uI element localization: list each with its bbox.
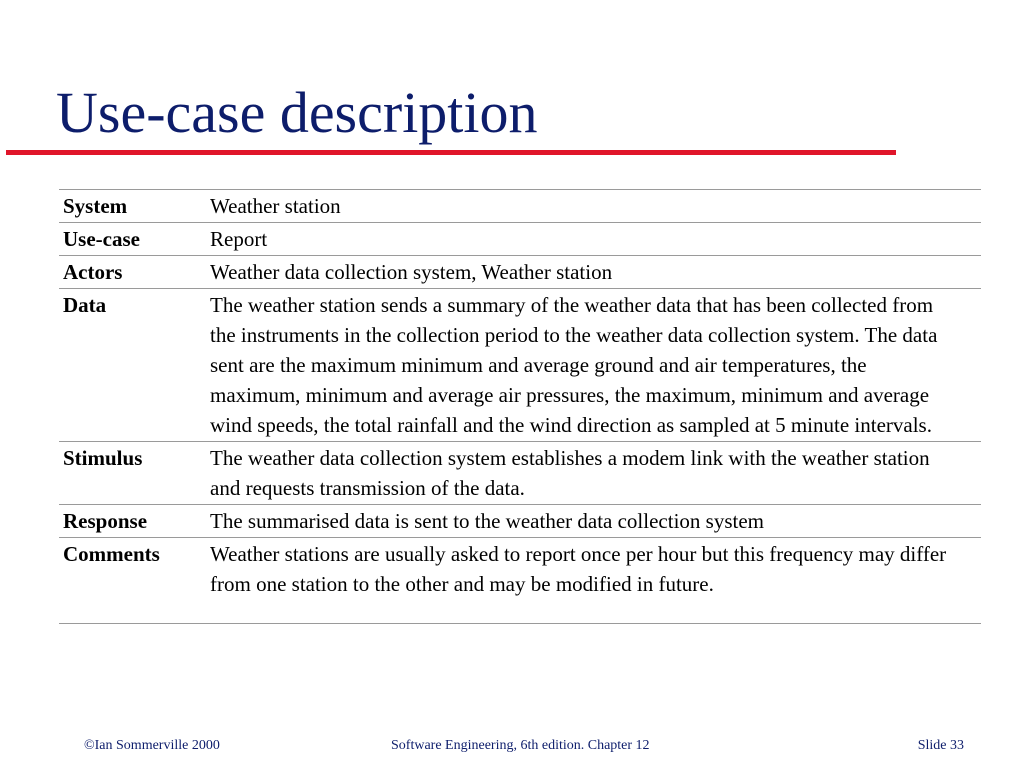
row-label-comments: Comments bbox=[59, 538, 206, 624]
row-label-response: Response bbox=[59, 505, 206, 538]
table-row bbox=[59, 289, 981, 442]
row-label-system: System bbox=[59, 190, 206, 223]
footer-book-title: Software Engineering, 6th edition. Chapter 12 bbox=[391, 738, 650, 753]
row-label-data: Data bbox=[59, 289, 206, 442]
row-value-response: The summarised data is sent to the weather data collection system bbox=[206, 505, 981, 538]
use-case-table bbox=[59, 189, 981, 624]
footer-copyright: ©Ian Sommerville 2000 bbox=[84, 738, 220, 753]
table-row bbox=[59, 190, 981, 223]
row-value-actors: Weather data collection system, Weather station bbox=[206, 256, 981, 289]
row-label-actors: Actors bbox=[59, 256, 206, 289]
row-value-comments: Weather stations are usually asked to report once per hour but this frequency may differ from one station to the other and may be modified in future. bbox=[206, 538, 981, 624]
table-row bbox=[59, 505, 981, 538]
row-value-stimulus: The weather data collection system establishes a modem link with the weather station and requests transmission of the data. bbox=[206, 442, 981, 505]
table-row bbox=[59, 223, 981, 256]
row-label-use-case: Use-case bbox=[59, 223, 206, 256]
row-label-stimulus: Stimulus bbox=[59, 442, 206, 505]
table-row bbox=[59, 256, 981, 289]
footer-slide-number: Slide 33 bbox=[917, 738, 964, 753]
slide-title: Use-case description bbox=[56, 80, 538, 145]
row-value-data: The weather station sends a summary of the weather data that has been collected from the instruments in the collection period to the weather data collection system. The data sent are the maximum minimum and average ground and air temperatures, the maximum, minimum and average air pressures, the maximum, minimum and average wind speeds, the total rainfall and the wind direction as sampled at 5 minute intervals. bbox=[206, 289, 981, 442]
row-value-system: Weather station bbox=[206, 190, 981, 223]
row-value-use-case: Report bbox=[206, 223, 981, 256]
table-row bbox=[59, 442, 981, 505]
title-underline bbox=[6, 150, 896, 155]
table-row bbox=[59, 538, 981, 624]
